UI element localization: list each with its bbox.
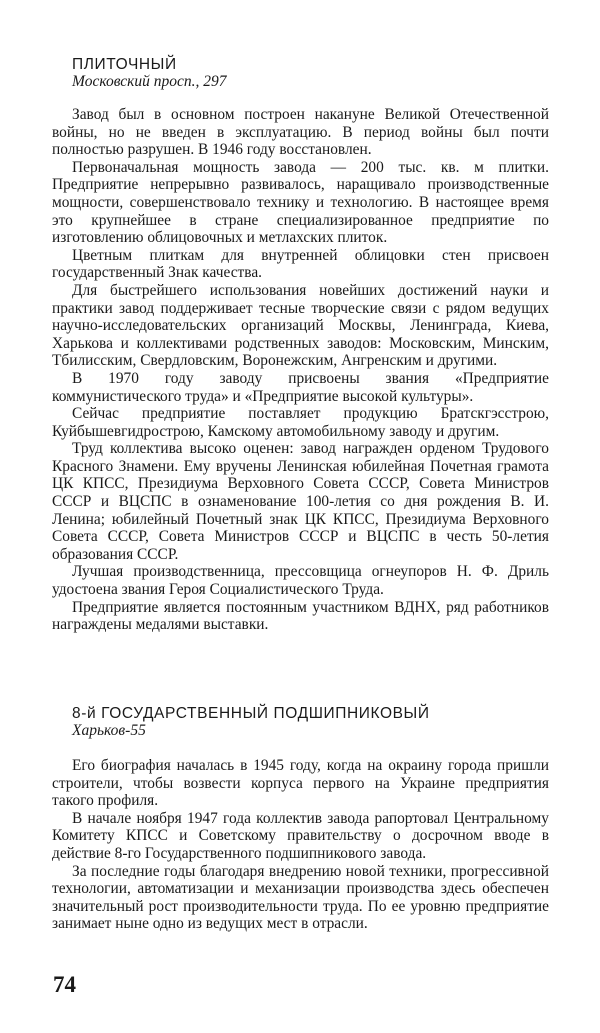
paragraph: Предприятие является постоянным участником ВДНХ, ряд работников награждены медалями выставки. bbox=[52, 598, 549, 634]
section-title-tile-factory: ПЛИТОЧНЫЙ bbox=[72, 56, 177, 73]
paragraph: Лучшая производственница, прессовщица огнеупоров Н. Ф. Дриль удостоена звания Героя Социалистического Труда. bbox=[52, 563, 549, 599]
section-title-bearing-factory: 8-й ГОСУДАРСТВЕННЫЙ ПОДШИПНИКОВЫЙ bbox=[72, 705, 430, 722]
paragraph: Сейчас предприятие поставляет продукцию Братскгэсстрою, Куйбышевгидрострою, Камскому автомобильному заводу и другим. bbox=[52, 405, 549, 440]
paragraph: Его биография началась в 1945 году, когда на окраину города пришли строители, чтобы возвести корпуса первого на Украине предприятия такого профиля. bbox=[52, 757, 549, 810]
paragraph: За последние годы благодаря внедрению новой техники, прогрессивной технологии, автоматизации и механизации производства здесь обеспечен значительный рост производительности труда. По ее уровню предприятие занимает ныне одно из ведущих мест в отрасли. bbox=[52, 862, 549, 933]
section-body-tile-factory bbox=[52, 106, 549, 634]
paragraph: Труд коллектива высоко оценен: завод награжден орденом Трудового Красного Знамени. Ему вручены Ленинская юбилейная Почетная грамота ЦК КПСС, Президиума Верховного Совета СССР, Совета Министров СССР и ВЦСПС в ознаменование 100-летия со дня рождения В. И. Ленина; юбилейный Почетный знак ЦК КПСС, Президиума Верховного Совета СССР, Совета Министров СССР и ВЦСПС в честь 50-летия образования СССР. bbox=[52, 440, 549, 563]
section-address-tile-factory: Московский просп., 297 bbox=[72, 73, 227, 90]
paragraph: Для быстрейшего использования новейших достижений науки и практики завод поддерживает тесные творческие связи с рядом ведущих научно-исследовательских организаций Москвы, Ленинграда, Киева, Харькова и коллективами родственных заводов: Московским, Минским, Тбилисским, Свердловским, Воронежским, Ангренским и другими. bbox=[52, 281, 549, 370]
section-address-bearing-factory: Харьков-55 bbox=[72, 722, 146, 739]
paragraph: В 1970 году заводу присвоены звания «Предприятие коммунистического труда» и «Предприятие высокой культуры». bbox=[52, 369, 549, 405]
paragraph: Первоначальная мощность завода — 200 тыс. кв. м плитки. Предприятие непрерывно развивалось, наращивало производственные мощности, совершенствовало технику и технологию. В настоящее время это крупнейшее в стране специализированное предприятие по изготовлению облицовочных и метлахских плиток. bbox=[52, 158, 549, 247]
paragraph: Завод был в основном построен накануне Великой Отечественной войны, но не введен в эксплуатацию. В период войны был почти полностью разрушен. В 1946 году восстановлен. bbox=[52, 106, 549, 159]
section-body-bearing-factory bbox=[52, 757, 549, 933]
paragraph: В начале ноября 1947 года коллектив завода рапортовал Центральному Комитету КПСС и Советскому правительству о досрочном вводе в действие 8-го Государственного подшипникового завода. bbox=[52, 809, 549, 862]
paragraph: Цветным плиткам для внутренней облицовки стен присвоен государственный Знак качества. bbox=[52, 246, 549, 282]
page-number: 74 bbox=[53, 972, 76, 997]
